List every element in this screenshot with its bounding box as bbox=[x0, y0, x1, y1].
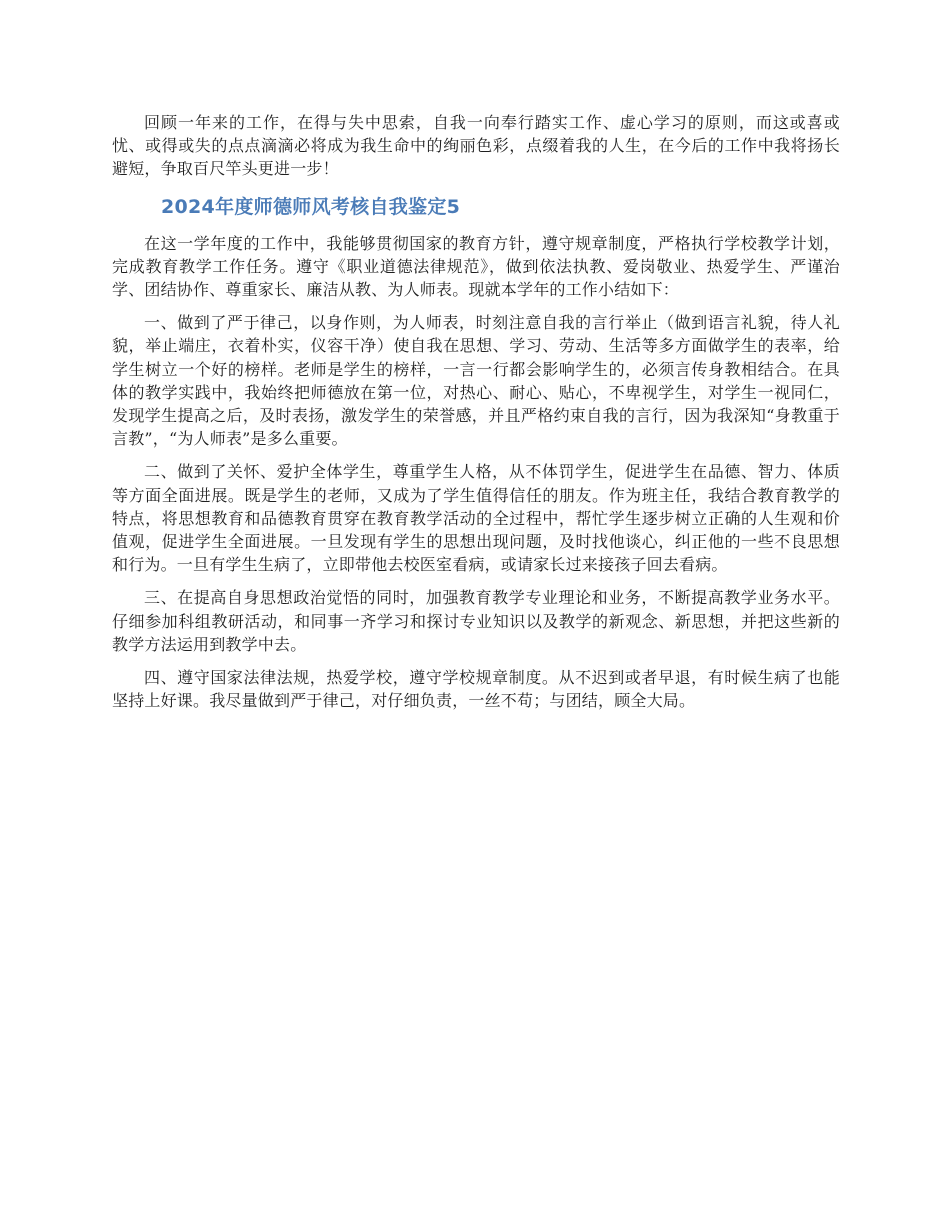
body-paragraph-point-3: 三、在提高自身思想政治觉悟的同时，加强教育教学专业理论和业务，不断提高教学业务水平。仔细参加科组教研活动，和同事一齐学习和探讨专业知识以及教学的新观念、新思想，并把这些新的教学方法运用到教学中去。 bbox=[112, 588, 840, 654]
body-paragraph-summary: 在这一学年度的工作中，我能够贯彻国家的教育方针，遵守规章制度，严格执行学校教学计划，完成教育教学工作任务。遵守《职业道德法律规范》，做到依法执教、爱岗敬业、热爱学生、严谨治学、团结协作、尊重家长、廉洁从教、为人师表。现就本学年的工作小结如下： bbox=[112, 233, 840, 300]
body-paragraph-point-1: 一、做到了严于律己，以身作则，为人师表，时刻注意自我的言行举止（做到语言礼貌，待人礼貌，举止端庄，衣着朴实，仪容干净）使自我在思想、学习、劳动、生活等多方面做学生的表率，给学生树立一个好的榜样。老师是学生的榜样，一言一行都会影响学生的，必须言传身教相结合。在具体的教学实践中，我始终把师德放在第一位，对热心、耐心、贴心，不卑视学生，对学生一视同仁，发现学生提高之后，及时表扬，激发学生的荣誉感，并且严格约束自我的言行，因为我深知“身教重于言教”，“为人师表”是多么重要。 bbox=[112, 313, 840, 449]
intro-paragraph: 回顾一年来的工作，在得与失中思索，自我一向奉行踏实工作、虚心学习的原则，而这或喜或忧、或得或失的点点滴滴必将成为我生命中的绚丽色彩，点缀着我的人生，在今后的工作中我将扬长避短，争取百尺竿头更进一步！ bbox=[112, 113, 840, 179]
body-paragraph-point-4: 四、遵守国家法律法规，热爱学校，遵守学校规章制度。从不迟到或者早退，有时候生病了也能坚持上好课。我尽量做到严于律己，对仔细负责，一丝不苟；与团结，顾全大局。 bbox=[112, 668, 840, 711]
body-paragraph-point-2: 二、做到了关怀、爱护全体学生，尊重学生人格，从不体罚学生，促进学生在品德、智力、体质等方面全面进展。既是学生的老师，又成为了学生值得信任的朋友。作为班主任，我结合教育教学的特点，将思想教育和品德教育贯穿在教育教学活动的全过程中，帮忙学生逐步树立正确的人生观和价值观，促进学生全面进展。一旦发现有学生的思想出现问题，及时找他谈心，纠正他的一些不良思想和行为。一旦有学生生病了，立即带他去校医室看病，或请家长过来接孩子回去看病。 bbox=[112, 462, 840, 575]
section-title: 2024年度师德师风考核自我鉴定5 bbox=[161, 195, 461, 218]
document-page bbox=[112, 111, 840, 712]
